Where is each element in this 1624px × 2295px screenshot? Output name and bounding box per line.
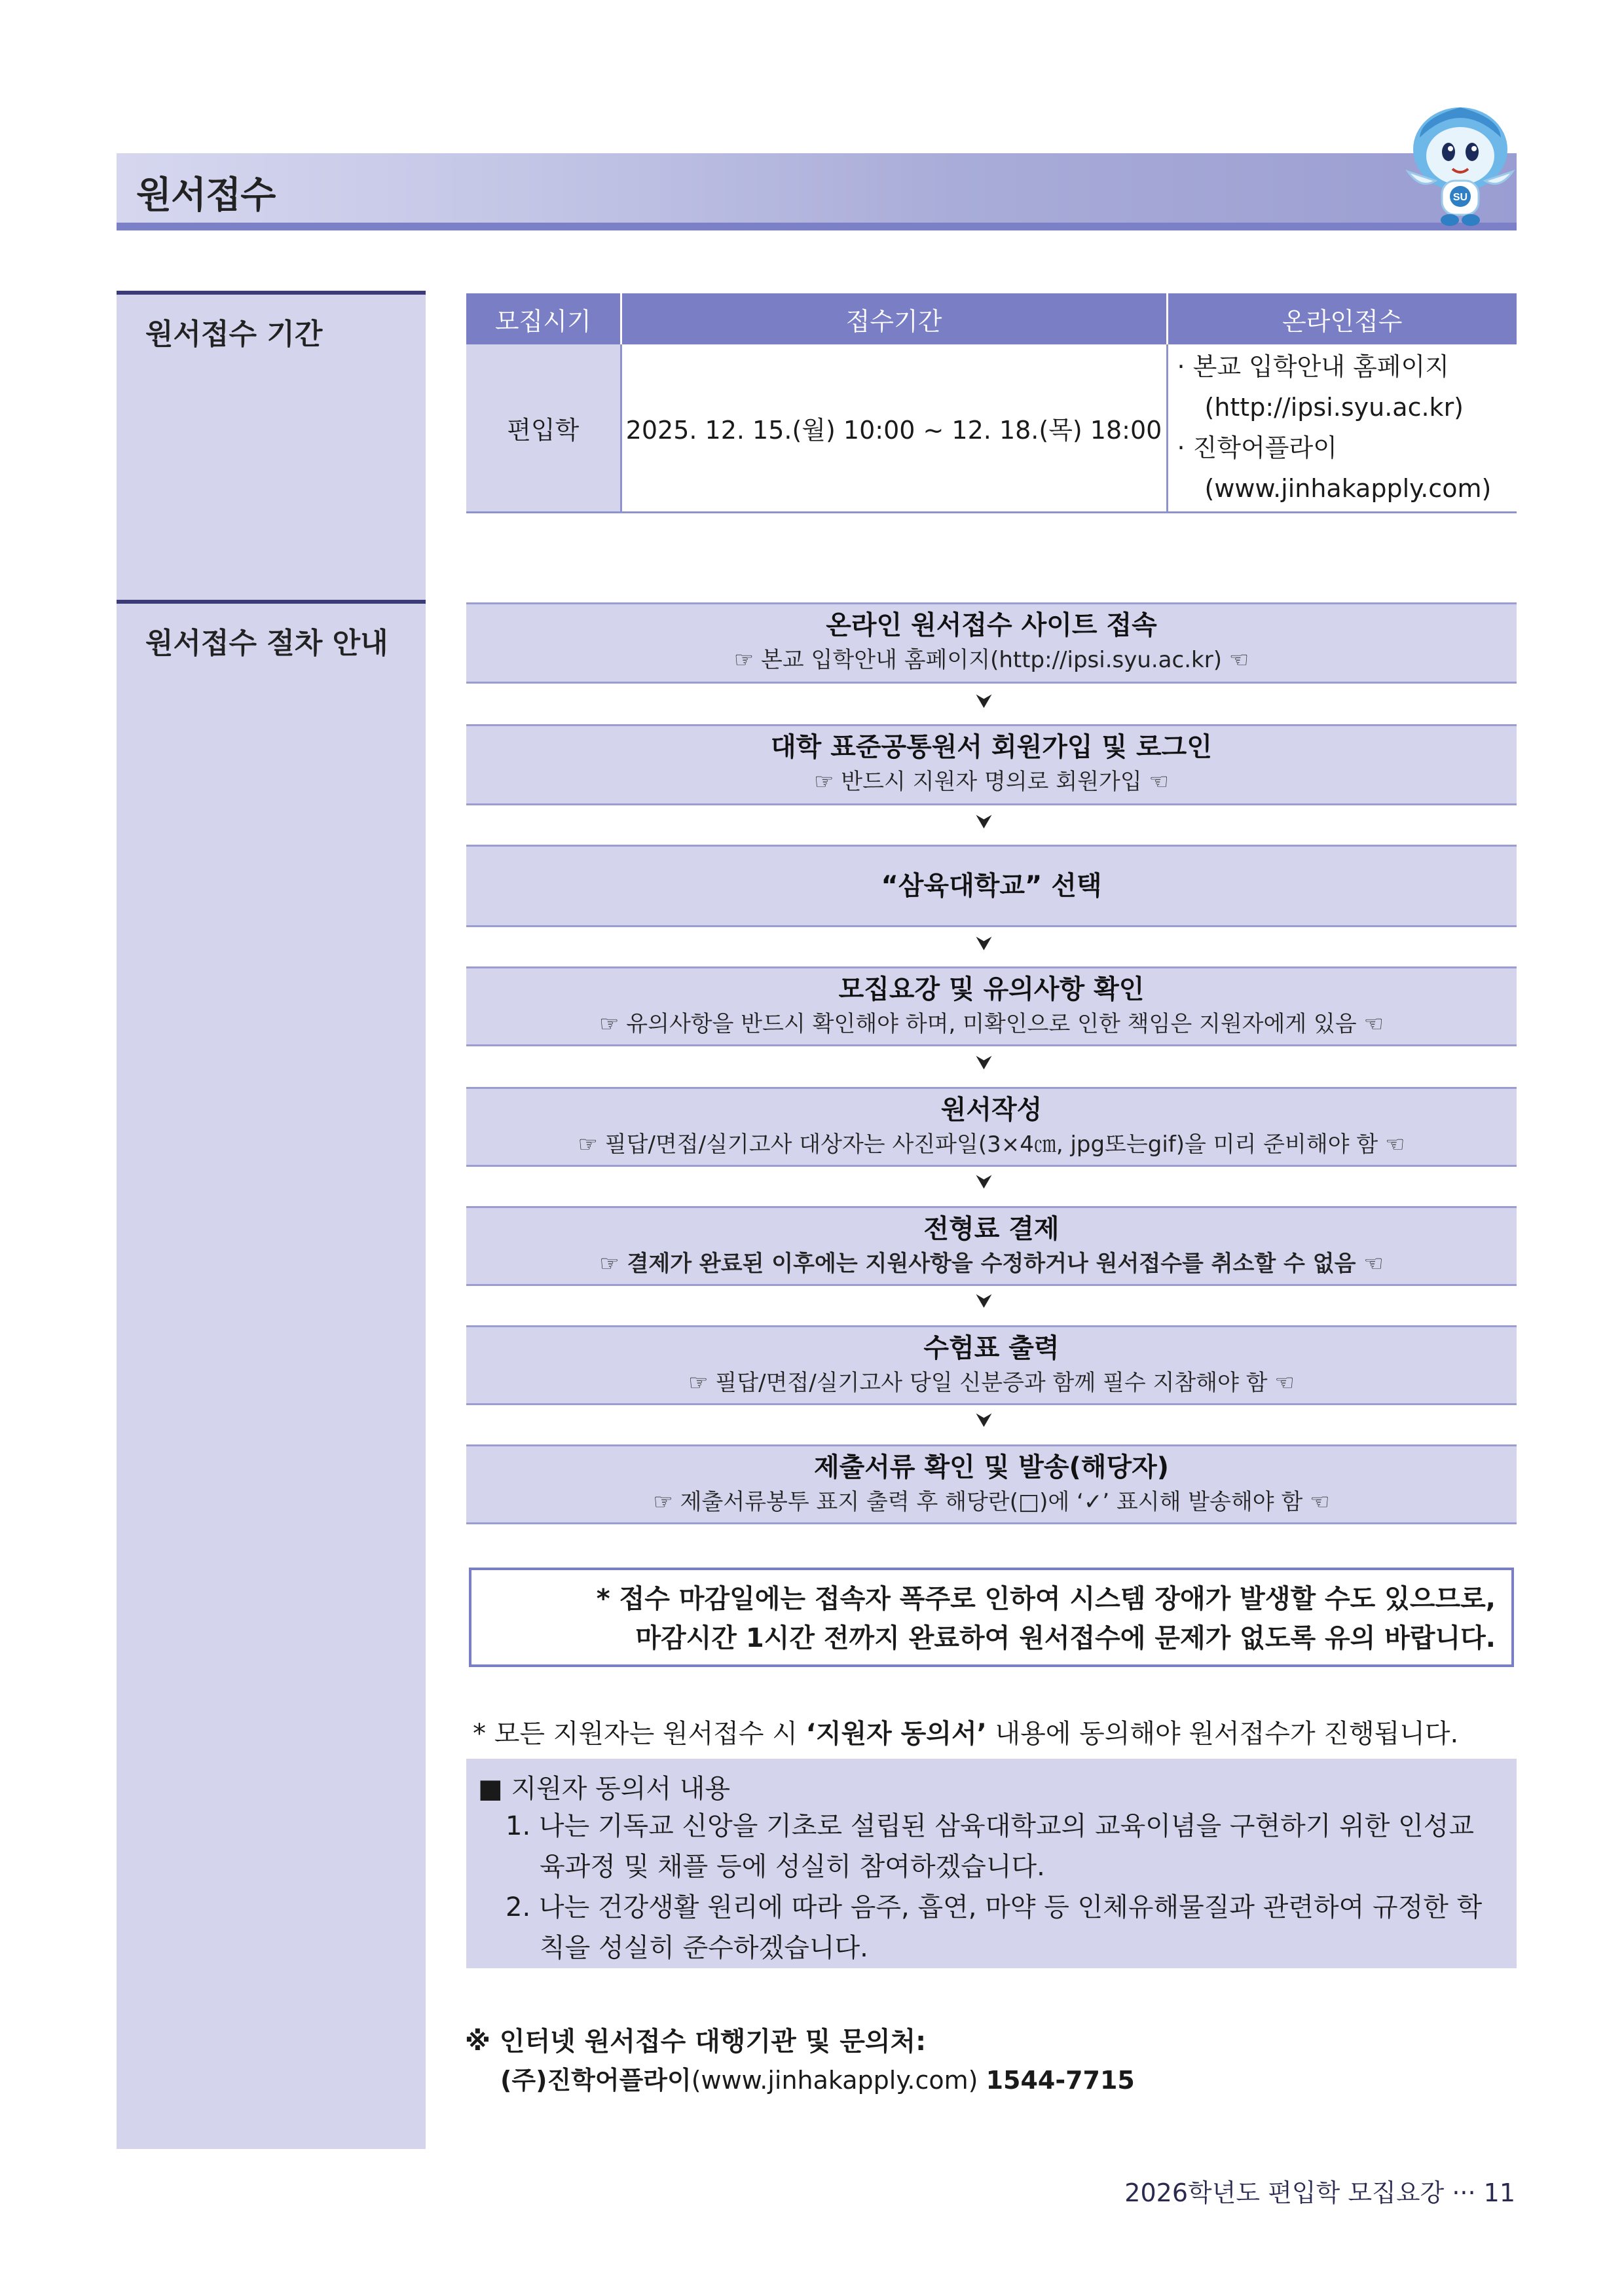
flow-arrow-icon: ⮟ bbox=[976, 811, 993, 834]
consent-heading: ■ 지원자 동의서 내용 bbox=[478, 1774, 731, 1804]
section-title: 원서접수 bbox=[136, 174, 276, 217]
step-note: ☞ 반드시 지원자 명의로 회원가입 ☜ bbox=[814, 769, 1169, 795]
step-check-guidelines bbox=[466, 966, 1517, 1046]
table-header-row bbox=[466, 293, 1517, 344]
step-signup-login bbox=[466, 724, 1517, 805]
online-line-homepage: · 본교 입학안내 홈페이지 bbox=[1177, 352, 1449, 382]
sidebar-label-procedure: 원서접수 절차 안내 bbox=[145, 627, 388, 660]
sidebar-panel bbox=[117, 291, 426, 2149]
contact-phone: 1544-7715 bbox=[986, 2066, 1135, 2095]
online-line-jinhak-url: (www.jinhakapply.com) bbox=[1204, 474, 1492, 504]
sidebar-section-procedure bbox=[117, 600, 426, 660]
step-note: ☞ 필답/면접/실기고사 당일 신분증과 함께 필수 지참해야 함 ☜ bbox=[688, 1370, 1295, 1396]
flow-arrow-icon: ⮟ bbox=[976, 1409, 993, 1432]
flow-arrow-icon: ⮟ bbox=[976, 1171, 993, 1194]
sidebar-label-period: 원서접수 기간 bbox=[145, 318, 323, 351]
consent-intro-suffix: 내용에 동의해야 원서접수가 진행됩니다. bbox=[986, 1719, 1459, 1749]
consent-item-2-cont: 칙을 성실히 준수하겠습니다. bbox=[540, 1933, 868, 1963]
table-row bbox=[466, 344, 1517, 512]
step-note: ☞ 제출서류봉투 표지 출력 후 해당란(□)에 ‘✓’ 표시해 발송해야 함 ☜ bbox=[653, 1489, 1330, 1515]
contact-company: (주)진학어플라이 bbox=[500, 2066, 692, 2095]
consent-item-1: 1. 나는 기독교 신앙을 기초로 설립된 삼육대학교의 교육이념을 구현하기 위한 인성교 bbox=[506, 1811, 1475, 1841]
step-print-admission-ticket bbox=[466, 1325, 1517, 1405]
schedule-table bbox=[466, 293, 1517, 513]
step-title: 전형료 결제 bbox=[923, 1214, 1060, 1244]
step-title: “삼육대학교” 선택 bbox=[881, 871, 1102, 901]
step-site-access bbox=[466, 602, 1517, 684]
step-title: 대학 표준공통원서 회원가입 및 로그인 bbox=[771, 732, 1212, 762]
contact-line bbox=[500, 2060, 1135, 2096]
notice-line-2: 마감시간 1시간 전까지 완료하여 원서접수에 문제가 없도록 유의 바랍니다. bbox=[635, 1623, 1496, 1653]
step-submit-documents bbox=[466, 1444, 1517, 1524]
step-title: 수험표 출력 bbox=[923, 1333, 1060, 1363]
cell-period: 2025. 12. 15.(월) 10:00 ~ 12. 18.(목) 18:00 bbox=[621, 344, 1167, 512]
contact-title: ※ 인터넷 원서접수 대행기관 및 문의처: bbox=[465, 2027, 927, 2057]
consent-content-box bbox=[466, 1759, 1517, 1968]
notice-line-1: * 접수 마감일에는 접속자 폭주로 인하여 시스템 장애가 발생할 수도 있으므로, bbox=[596, 1584, 1496, 1614]
step-select-university bbox=[466, 845, 1517, 927]
step-note: ☞ 필답/면접/실기고사 대상자는 사진파일(3×4㎝, jpg또는gif)을 미리 준비해야 함 ☜ bbox=[578, 1131, 1405, 1158]
step-title: 제출서류 확인 및 발송(해당자) bbox=[813, 1452, 1170, 1482]
flow-arrow-icon: ⮟ bbox=[976, 1290, 993, 1313]
cell-online bbox=[1167, 344, 1517, 512]
online-line-jinhak: · 진학어플라이 bbox=[1177, 433, 1337, 463]
flow-arrow-icon: ⮟ bbox=[976, 1052, 993, 1074]
step-title: 모집요강 및 유의사항 확인 bbox=[838, 974, 1145, 1004]
contact-url: (www.jinhakapply.com) bbox=[691, 2066, 978, 2095]
consent-intro-prefix: * 모든 지원자는 원서접수 시 bbox=[473, 1719, 806, 1749]
step-title: 원서작성 bbox=[940, 1095, 1043, 1125]
column-header-period: 접수기간 bbox=[621, 293, 1167, 344]
consent-intro-bold: ‘지원자 동의서’ bbox=[805, 1719, 987, 1749]
step-write-application bbox=[466, 1087, 1517, 1167]
deadline-notice-box bbox=[469, 1568, 1514, 1667]
page-footer: 2026학년도 편입학 모집요강 ··· 11 bbox=[1124, 2178, 1515, 2207]
consent-intro bbox=[473, 1713, 1458, 1750]
mascot-icon bbox=[1401, 98, 1519, 229]
step-note: ☞ 결제가 완료된 이후에는 지원사항을 수정하거나 원서접수를 취소할 수 없음 ☜ bbox=[599, 1251, 1384, 1277]
svg-text:SU: SU bbox=[1452, 192, 1468, 203]
consent-item-1-cont: 육과정 및 채플 등에 성실히 참여하겠습니다. bbox=[540, 1852, 1045, 1882]
consent-item-2: 2. 나는 건강생활 원리에 따라 음주, 흡연, 마약 등 인체유해물질과 관련하여 규정한 학 bbox=[506, 1892, 1483, 1922]
step-pay-fee bbox=[466, 1206, 1517, 1286]
step-title: 온라인 원서접수 사이트 접속 bbox=[826, 610, 1157, 640]
flow-arrow-icon: ⮟ bbox=[976, 690, 993, 713]
online-line-homepage-url: (http://ipsi.syu.ac.kr) bbox=[1204, 393, 1464, 422]
flow-arrow-icon: ⮟ bbox=[976, 932, 993, 955]
cell-category: 편입학 bbox=[466, 344, 621, 512]
sidebar-section-period bbox=[117, 291, 426, 351]
column-header-online: 온라인접수 bbox=[1167, 293, 1517, 344]
section-header-band bbox=[117, 153, 1517, 230]
step-note: ☞ 유의사항을 반드시 확인해야 하며, 미확인으로 인한 책임은 지원자에게 있음 ☜ bbox=[599, 1011, 1384, 1037]
step-note: ☞ 본교 입학안내 홈페이지(http://ipsi.syu.ac.kr) ☜ bbox=[733, 647, 1249, 673]
column-header-category: 모집시기 bbox=[466, 293, 621, 344]
